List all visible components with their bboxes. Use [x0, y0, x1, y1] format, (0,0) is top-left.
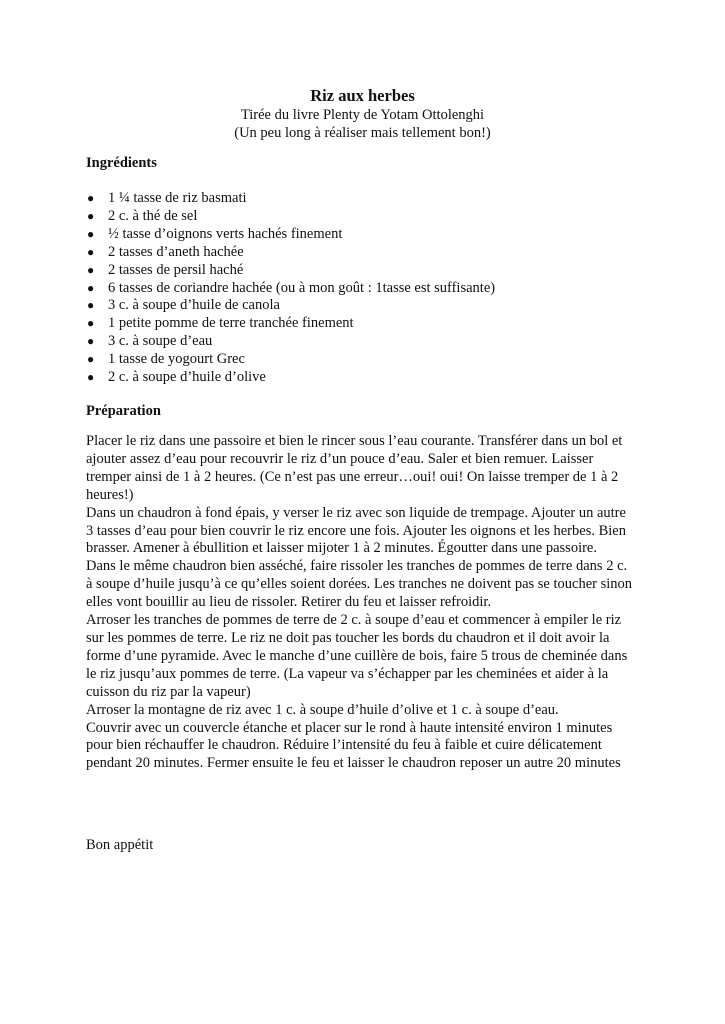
preparation-line: 3 tasses d’eau pour bien couvrir le riz encore une fois. Ajouter les oignons et les herbes. Bien [86, 522, 626, 539]
preparation-text [86, 433, 646, 773]
list-item [86, 351, 686, 369]
ingredient-text: 2 tasses d’aneth hachée [108, 243, 244, 260]
bullet-icon: ● [87, 244, 95, 259]
ingredient-text: 3 c. à soupe d’eau [108, 333, 213, 350]
preparation-line: Arroser la montagne de riz avec 1 c. à soupe d’huile d’olive et 1 c. à soupe d’eau. [86, 701, 559, 718]
preparation-line: Placer le riz dans une passoire et bien le rincer sous l’eau courante. Transférer dans un bol et [86, 433, 623, 449]
bullet-icon: ● [87, 316, 95, 331]
bullet-icon: ● [87, 370, 95, 385]
preparation-line: cuisson du riz par la vapeur) [86, 683, 251, 700]
list-item [86, 369, 686, 387]
preparation-line: Dans le même chaudron bien asséché, faire rissoler les tranches de pommes de terre dans 2 c. [86, 558, 628, 575]
bullet-icon: ● [87, 262, 95, 277]
bullet-icon: ● [87, 298, 95, 313]
ingredient-text: 1 petite pomme de terre tranchée finement [108, 315, 354, 332]
ingredient-text: 2 tasses de persil haché [108, 261, 244, 278]
list-item [86, 208, 686, 226]
list-item [86, 190, 686, 208]
preparation-line: Dans un chaudron à fond épais, y verser le riz avec son liquide de trempage. Ajouter un autre [86, 504, 626, 521]
preparation-line: heures!) [86, 486, 134, 503]
bullet-icon: ● [87, 352, 95, 367]
page-title: Riz aux herbes [310, 86, 415, 105]
bullet-icon: ● [87, 280, 95, 295]
title-block [0, 86, 725, 142]
preparation-line: le riz jusqu’aux pommes de terre. (La vapeur va s’échapper par les cheminées et aider à la [86, 665, 609, 682]
ingredient-text: 2 c. à thé de sel [108, 207, 198, 224]
ingredients-heading: Ingrédients [86, 155, 157, 171]
preparation-line: elles vont bouillir au lieu de rissoler. Retirer du feu et laisser refroidir. [86, 594, 492, 611]
closing-text: Bon appétit [86, 837, 154, 853]
ingredient-text: 6 tasses de coriandre hachée (ou à mon goût : 1tasse est suffisante) [108, 279, 496, 296]
list-item [86, 333, 686, 351]
ingredient-text: 1 tasse de yogourt Grec [108, 351, 245, 368]
preparation-line: tremper ainsi de 1 à 2 heures. (Ce n’est pas une erreur…oui! oui! On laisse tremper de 1 à 2 [86, 468, 619, 485]
ingredient-text: 1 ¼ tasse de riz basmati [108, 190, 247, 206]
ingredient-list [86, 190, 686, 387]
preparation-line: ajouter assez d’eau pour recouvrir le riz d’un pouce d’eau. Saler et bien remuer. Laisser [86, 450, 594, 467]
preparation-line: brasser. Amener à ébullition et laisser mijoter 1 à 2 minutes. Égoutter dans une passoire. [86, 540, 597, 557]
preparation-line: à soupe d’huile jusqu’à ce qu’elles soient dorées. Les tranches ne doivent pas se toucher sinon [86, 576, 633, 593]
bullet-icon: ● [87, 191, 95, 205]
list-item [86, 262, 686, 280]
list-item [86, 297, 686, 315]
preparation-line: pendant 20 minutes. Fermer ensuite le feu et laisser le chaudron reposer un autre 20 minutes [86, 755, 621, 772]
preparation-line: Couvrir avec un couvercle étanche et placer sur le rond à haute intensité environ 1 minutes [86, 719, 613, 736]
preparation-line: sur les pommes de terre. Le riz ne doit pas toucher les bords du chaudron et il doit avoir la [86, 629, 610, 646]
subtitle-source: Tirée du livre Plenty de Yotam Ottolenghi [240, 107, 485, 123]
preparation-line: Arroser les tranches de pommes de terre de 2 c. à soupe d’eau et commencer à empiler le riz [86, 612, 622, 629]
bullet-icon: ● [87, 334, 95, 349]
list-item [86, 315, 686, 333]
preparation-line: forme d’une pyramide. Avec le manche d’une cuillère de bois, faire 5 trous de cheminée dans [86, 647, 628, 664]
list-item [86, 244, 686, 262]
list-item [86, 280, 686, 298]
ingredient-text: ½ tasse d’oignons verts hachés finement [108, 225, 343, 242]
ingredient-text: 3 c. à soupe d’huile de canola [108, 297, 280, 314]
bullet-icon: ● [87, 226, 95, 241]
list-item [86, 226, 686, 244]
subtitle-note: (Un peu long à réaliser mais tellement bon!) [234, 125, 491, 141]
bullet-icon: ● [87, 208, 95, 223]
preparation-heading: Préparation [86, 403, 161, 419]
preparation-line: pour bien réchauffer le chaudron. Réduire l’intensité du feu à faible et cuire délicatement [86, 737, 602, 754]
ingredient-text: 2 c. à soupe d’huile d’olive [108, 369, 266, 386]
